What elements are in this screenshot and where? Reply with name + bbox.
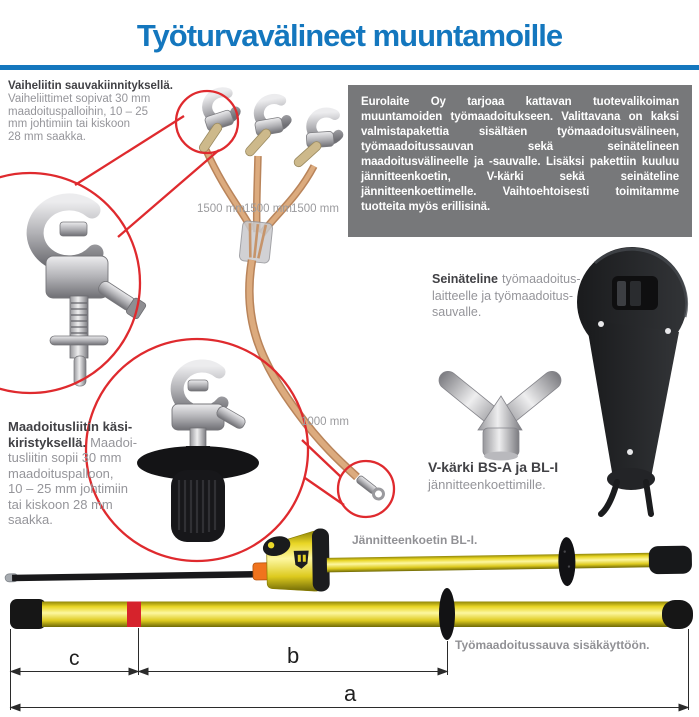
dim-label-a: a xyxy=(344,681,357,706)
voltage-tester-label: Jännitteenkoetin BL-I. xyxy=(352,533,478,547)
note-line: Seinäteline työmaadoitus- xyxy=(432,272,581,286)
note-title: Maadoitusliitin käsi- xyxy=(8,419,133,434)
note-line: tusliitin sopii 30 mm xyxy=(8,450,122,465)
intro-box xyxy=(348,85,692,237)
cable-length-label: 1500 mm xyxy=(291,203,339,215)
dim-label-c: c xyxy=(69,647,80,670)
note-line: mm johtimiin tai kiskoon xyxy=(8,118,131,131)
v-tip-note xyxy=(428,458,558,494)
earth-clamp-note xyxy=(8,419,137,528)
note-line: tai kiskoon 28 mm xyxy=(8,496,113,512)
earthing-rod-label: Työmaadoitussauva sisäkäyttöön. xyxy=(455,638,650,652)
voltage-tester-image xyxy=(4,523,692,597)
note-line: laitteelle ja työmaadoitus- xyxy=(432,288,574,303)
note-line: maadoituspalloon, xyxy=(8,465,114,481)
intro-text: Eurolaite Oy tarjoaa kattavan tuotevalikoiman muuntamoiden työmaadoitukseen. Valittavana on kaksi valmistapakettia sisältäen työmaadoitusvälineen, työmaadoitussauvan sekä seinätelineen maadoitusvälineelle ja -sauvalle. Lisäksi pakettiin kuuluu jännitteenkoetin, V-kärki sekä seinäteline jännitteenkoettimelle. Vaihtoehtoisesti toimitamme tuotteita myös erillisinä. xyxy=(361,96,679,213)
cable-length-label: 1500 mm xyxy=(244,203,292,215)
dim-label-b: b xyxy=(287,643,300,668)
cable-length-label: 1500 mm xyxy=(197,203,245,215)
phase-clamp-note xyxy=(8,80,173,144)
phase-clamp-large-image xyxy=(35,202,147,386)
note-title: V-kärki BS-A ja BL-I xyxy=(428,459,559,475)
title-divider xyxy=(0,65,699,70)
cable-lug xyxy=(355,474,386,501)
note-line: Vaiheliittimet sopivat 30 mm xyxy=(8,92,151,105)
note-title: Seinäteline xyxy=(432,272,498,286)
page-title: Työturvavälineet muuntamoille xyxy=(136,18,563,53)
note-line: jännitteenkoettimille. xyxy=(428,477,546,492)
main-cable-length-label: 1000 mm xyxy=(301,416,349,428)
note-line: maadoituspalloihin, 10 – 25 xyxy=(8,105,149,118)
note-line: 10 – 25 mm johtimiin xyxy=(8,481,128,496)
earthing-rod-image xyxy=(10,588,693,640)
earth-clamp-image xyxy=(137,366,259,542)
note-line: kiristyksellä. Maadoi- xyxy=(8,434,138,450)
wall-bracket-image xyxy=(577,247,687,514)
note-line: saakka. xyxy=(8,512,53,527)
wall-bracket-note xyxy=(432,271,581,321)
v-tip-image xyxy=(435,368,564,461)
note-line: sauvalle. xyxy=(432,305,482,319)
note-line: 28 mm saakka. xyxy=(8,131,86,144)
cable-junction xyxy=(239,221,273,264)
note-title: Vaiheliitin sauvakiinnityksellä. xyxy=(8,80,173,92)
